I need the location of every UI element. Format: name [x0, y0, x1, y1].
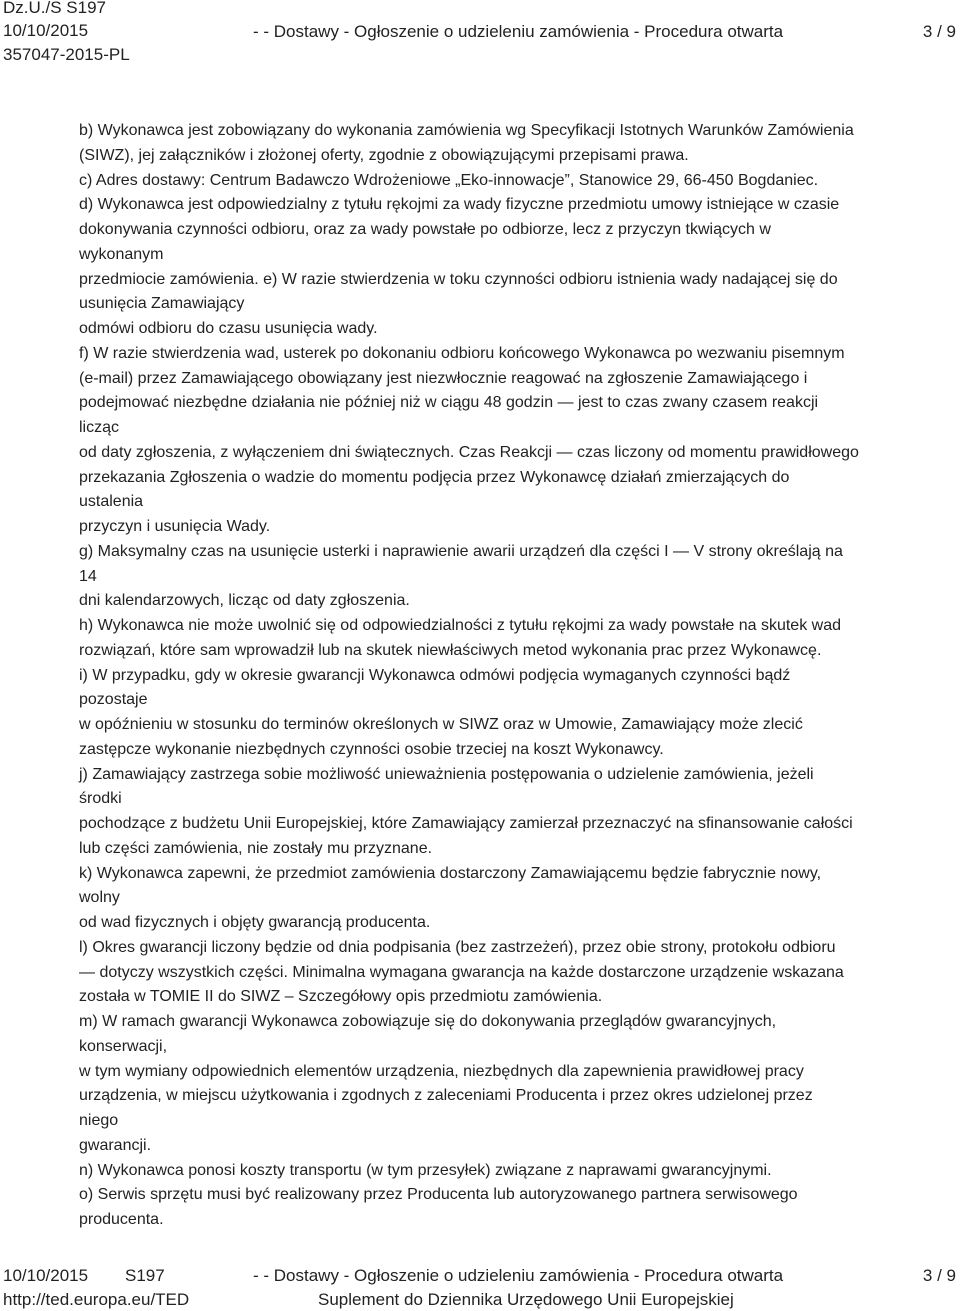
- text-line: b) Wykonawca jest zobowiązany do wykonania zamówienia wg Specyfikacji Istotnych Warunków Zamówienia: [79, 122, 854, 139]
- text-line: ustalenia: [79, 493, 144, 511]
- footer-code: S197: [125, 1266, 165, 1285]
- text-line: dni kalendarzowych, licząc od daty zgłoszenia.: [79, 592, 410, 610]
- text-line: i) W przypadku, gdy w okresie gwarancji Wykonawca odmówi podjęcia wymaganych czynności bądź: [79, 666, 791, 684]
- footer-url[interactable]: http://ted.europa.eu/TED: [3, 1290, 190, 1309]
- text-line: pochodzące z budżetu Unii Europejskiej, które Zamawiający zamierzał przeznaczyć na sfinansowanie całości: [79, 815, 853, 832]
- header-title: - - Dostawy - Ogłoszenie o udzieleniu zamówienia - Procedura otwarta: [253, 22, 784, 41]
- text-line: k) Wykonawca zapewni, że przedmiot zamówienia dostarczony Zamawiającemu będzie fabrycznie nowy,: [79, 864, 822, 882]
- text-line: lub części zamówienia, nie zostały mu przyznane.: [79, 839, 433, 857]
- text-line: środki: [79, 790, 122, 808]
- notice-id: 357047-2015-PL: [3, 45, 130, 64]
- text-line: podejmować niezbędne działania nie później niż w ciągu 48 godzin — jest to czas zwany czasem reakcji: [79, 394, 819, 412]
- footer-supplement: Suplement do Dziennika Urzędowego Unii Europejskiej: [318, 1290, 734, 1309]
- text-line: h) Wykonawca nie może uwolnić się od odpowiedzialności z tytułu rękojmi za wady powstałe na skutek wad: [79, 617, 841, 634]
- text-line: (SIWZ), jej załączników i złożonej oferty, zgodnie z obowiązującymi przepisami prawa.: [79, 146, 689, 164]
- text-line: g) Maksymalny czas na usunięcie usterki i naprawienie awarii urządzeń dla części I — V strony określają na: [79, 542, 843, 560]
- text-line: f) W razie stwierdzenia wad, usterek po dokonaniu odbioru końcowego Wykonawca po wezwaniu pisemnym: [79, 344, 845, 362]
- text-line: producenta.: [79, 1211, 164, 1228]
- text-line: 14: [79, 567, 97, 585]
- text-line: dokonywania czynności odbioru, oraz za wady powstałe po odbiorze, lecz z przyczyn tkwiących w: [79, 221, 771, 238]
- text-line: gwarancji.: [79, 1136, 152, 1154]
- notice-body: [79, 119, 949, 1233]
- text-line: urządzenia, w miejscu użytkowania i zgodnych z zaleceniami Producenta i przez okres udzielonej przez: [79, 1087, 813, 1105]
- text-line: przekazania Zgłoszenia o wadzie do momentu podjęcia przez Wykonawcę działań zmierzających do: [79, 468, 790, 486]
- text-line: od wad fizycznych i objęty gwarancją producenta.: [79, 914, 431, 931]
- text-line: rozwiązań, które sam wprowadził lub na skutek niewłaściwych metod wykonania prac przez Wykonawcę.: [79, 641, 822, 659]
- text-line: wykonanym: [79, 245, 164, 263]
- text-line: m) W ramach gwarancji Wykonawca zobowiązuje się do dokonywania przeglądów gwarancyjnych,: [79, 1013, 777, 1030]
- text-line: d) Wykonawca jest odpowiedzialny z tytułu rękojmi za wady fizyczne przedmiotu umowy istniejące w czasie: [79, 196, 840, 214]
- text-line: pozostaje: [79, 691, 148, 709]
- text-line: o) Serwis sprzętu musi być realizowany przez Producenta lub autoryzowanego partnera serwisowego: [79, 1186, 798, 1204]
- footer-title: - - Dostawy - Ogłoszenie o udzieleniu zamówienia - Procedura otwarta: [253, 1266, 784, 1285]
- text-line: wolny: [79, 889, 120, 907]
- footer-date: 10/10/2015: [3, 1266, 89, 1285]
- header-date: 10/10/2015: [3, 21, 89, 40]
- text-line: zastępcze wykonanie niezbędnych czynności osobie trzeciej na koszt Wykonawcy.: [79, 740, 664, 758]
- text-line: — dotyczy wszystkich części. Minimalna wymagana gwarancja na każde dostarczone urządzenie wskazana: [79, 963, 844, 981]
- text-line: c) Adres dostawy: Centrum Badawczo Wdrożeniowe „Eko-innowacje”, Stanowice 29, 66-450 Bogdaniec.: [79, 171, 819, 189]
- page-header: [0, 0, 960, 72]
- text-line: w opóźnieniu w stosunku do terminów określonych w SIWZ oraz w Umowie, Zamawiający może zlecić: [79, 716, 803, 733]
- text-line: l) Okres gwarancji liczony będzie od dnia podpisania (bez zastrzeżeń), przez obie strony, protokołu odbioru: [79, 938, 836, 956]
- text-line: usunięcia Zamawiający: [79, 295, 245, 313]
- text-line: w tym wymiany odpowiednich elementów urządzenia, niezbędnych dla zapewnienia prawidłowej pracy: [79, 1062, 804, 1080]
- text-line: niego: [79, 1112, 119, 1129]
- text-line: została w TOMIE II do SIWZ – Szczegółowy opis przedmiotu zamówienia.: [79, 988, 603, 1006]
- text-line: j) Zamawiający zastrzega sobie możliwość unieważnienia postępowania o udzielenie zamówienia, jeżeli: [79, 765, 814, 783]
- text-line: przedmiocie zamówienia. e) W razie stwierdzenia w toku czynności odbioru istnienia wady nadającej się do: [79, 270, 838, 288]
- header-page-number: 3 / 9: [922, 22, 956, 41]
- text-line: konserwacji,: [79, 1037, 168, 1055]
- text-line: odmówi odbioru do czasu usunięcia wady.: [79, 320, 378, 337]
- text-line: licząc: [79, 419, 120, 436]
- text-line: przyczyn i usunięcia Wady.: [79, 518, 271, 535]
- text-line: od daty zgłoszenia, z wyłączeniem dni świątecznych. Czas Reakcji — czas liczony od momentu prawidłowego: [79, 443, 859, 461]
- footer-page-number: 3 / 9: [922, 1266, 956, 1285]
- text-line: n) Wykonawca ponosi koszty transportu (w tym przesyłek) związane z naprawami gwarancyjnymi.: [79, 1161, 772, 1179]
- text-line: (e-mail) przez Zamawiającego obowiązany jest niezwłocznie reagować na zgłoszenie Zamawiającego i: [79, 369, 808, 387]
- journal-ref: Dz.U./S S197: [3, 0, 106, 17]
- page-footer: [0, 1264, 960, 1311]
